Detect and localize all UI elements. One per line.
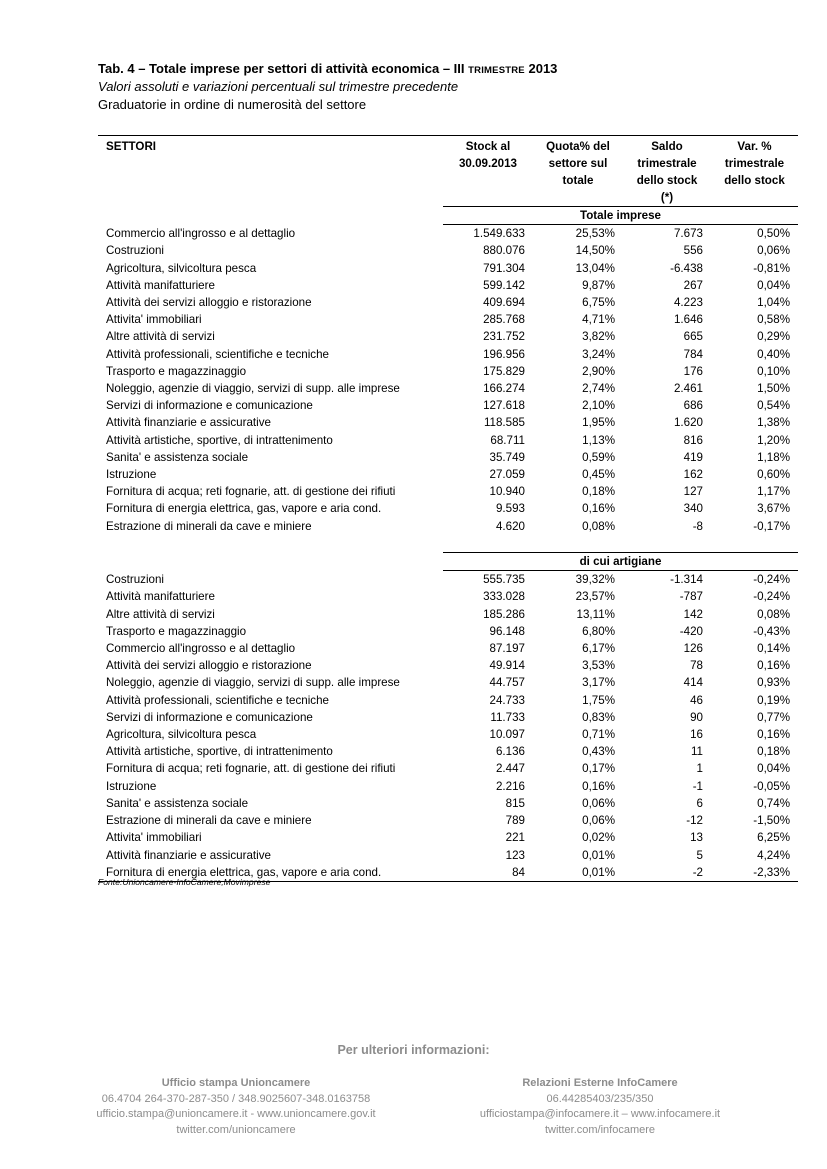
cell-sector: Noleggio, agenzie di viaggio, servizi di supp. alle imprese <box>106 676 400 690</box>
cell-stock: 35.749 <box>489 450 525 464</box>
cell-var: 0,04% <box>757 278 790 292</box>
cell-sector: Trasporto e magazzinaggio <box>106 364 247 378</box>
cell-sector: Attività manifatturiere <box>106 590 215 604</box>
cell-var: 0,60% <box>757 468 790 482</box>
cell-var: -0,24% <box>753 573 790 587</box>
cell-saldo: 13 <box>690 831 703 845</box>
cell-stock: 123 <box>505 848 525 862</box>
cell-var: 0,06% <box>757 244 790 258</box>
cell-sector: Attività artistiche, sportive, di intrattenimento <box>106 433 333 447</box>
cell-stock: 221 <box>505 831 525 845</box>
cell-quota: 3,53% <box>582 659 615 673</box>
col-saldo-line3: dello stock <box>636 174 698 187</box>
spacer-cell <box>533 535 623 553</box>
table-row <box>98 397 798 414</box>
cell-quota: 2,90% <box>582 364 615 378</box>
cell-saldo: 5 <box>696 848 703 862</box>
cell-saldo: 419 <box>683 450 703 464</box>
cell-var: 0,04% <box>757 762 790 776</box>
cell-var: -0,05% <box>753 779 790 793</box>
col-header-sectors <box>98 136 443 207</box>
col-sectors-label: SETTORI <box>106 140 157 153</box>
more-info-heading: Per ulteriori informazioni: <box>337 1043 490 1057</box>
cell-sector: Attività professionali, scientifiche e tecniche <box>106 693 329 707</box>
cell-quota: 23,57% <box>575 590 615 604</box>
cell-var: 0,16% <box>757 659 790 673</box>
table-row <box>98 829 798 846</box>
table-row <box>98 657 798 674</box>
col-quota-line2: settore sul <box>548 157 608 170</box>
col-quota-line3: totale <box>562 174 594 187</box>
table-row <box>98 518 798 535</box>
cell-quota: 6,80% <box>582 624 615 638</box>
table-title <box>98 61 557 76</box>
cell-var: 0,14% <box>757 642 790 656</box>
cell-quota: 0,43% <box>582 745 615 759</box>
cell-var: 0,74% <box>757 796 790 810</box>
cell-sector: Costruzioni <box>106 572 164 586</box>
cell-saldo: -420 <box>679 624 703 638</box>
cell-saldo: -6.438 <box>670 261 703 275</box>
cell-stock: 9.593 <box>495 502 525 516</box>
cell-quota: 0,16% <box>582 502 615 516</box>
cell-quota: 0,02% <box>582 831 615 845</box>
cell-stock: 333.028 <box>483 590 525 604</box>
cell-var: -2,33% <box>711 864 798 882</box>
cell-quota: 0,18% <box>582 485 615 499</box>
cell-saldo: 16 <box>690 728 703 742</box>
cell-sector: Noleggio, agenzie di viaggio, servizi di supp. alle imprese <box>106 382 400 396</box>
table-row <box>98 812 798 829</box>
table-row <box>98 260 798 277</box>
cell-stock: 409.694 <box>483 296 525 310</box>
cell-sector: Istruzione <box>106 779 157 793</box>
cell-sector: Servizi di informazione e comunicazione <box>106 399 313 413</box>
cell-quota: 0,06% <box>582 814 615 828</box>
cell-stock: 166.274 <box>483 382 525 396</box>
cell-quota: 1,75% <box>582 693 615 707</box>
table-row <box>98 483 798 500</box>
spacer-cell <box>98 535 443 553</box>
cell-saldo: 6 <box>696 796 703 810</box>
cell-sector: Altre attività di servizi <box>106 330 215 344</box>
table-row <box>98 346 798 363</box>
cell-stock: 789 <box>505 814 525 828</box>
cell-sector: Attività finanziarie e assicurative <box>106 848 271 862</box>
cell-saldo: 267 <box>683 278 703 292</box>
contact-unioncamere-phones: 06.4704 264-370-287-350 / 348.9025607-348.0163758 <box>101 1092 371 1105</box>
cell-stock: 127.618 <box>483 399 525 413</box>
cell-quota: 0,08% <box>582 519 615 533</box>
cell-quota: 9,87% <box>582 278 615 292</box>
table-row <box>98 606 798 623</box>
cell-saldo: 11 <box>690 745 703 759</box>
col-header-var <box>711 136 798 207</box>
cell-var: 1,38% <box>757 416 790 430</box>
cell-quota: 4,71% <box>582 313 615 327</box>
cell-stock: 6.136 <box>495 745 525 759</box>
group-header-row <box>98 207 798 225</box>
cell-quota: 0,16% <box>582 779 615 793</box>
cell-var: -0,17% <box>753 519 790 533</box>
spacer-cell <box>711 535 798 553</box>
group-header-blank <box>98 553 443 571</box>
cell-saldo: 46 <box>690 693 703 707</box>
cell-saldo: 556 <box>683 244 703 258</box>
cell-quota: 1,13% <box>582 433 615 447</box>
cell-saldo: 686 <box>683 399 703 413</box>
title-main: Tab. 4 – Totale imprese per settori di attività economica – III <box>98 61 465 76</box>
group-header-label: Totale imprese <box>443 207 798 225</box>
cell-var: 0,18% <box>757 745 790 759</box>
cell-var: -1,50% <box>753 814 790 828</box>
cell-var: 1,04% <box>757 296 790 310</box>
contact-unioncamere <box>76 1076 396 1138</box>
table-row <box>98 795 798 812</box>
cell-quota: 1,95% <box>582 416 615 430</box>
table-header-row <box>98 136 798 207</box>
cell-sector: Attività dei servizi alloggio e ristorazione <box>106 659 312 673</box>
col-header-stock <box>443 136 533 207</box>
table-row <box>98 277 798 294</box>
cell-sector: Sanita' e assistenza sociale <box>106 450 249 464</box>
cell-var: 0,16% <box>757 728 790 742</box>
col-header-quota <box>533 136 623 207</box>
cell-saldo: -12 <box>686 814 703 828</box>
cell-saldo: 162 <box>683 468 703 482</box>
cell-quota: 3,82% <box>582 330 615 344</box>
cell-quota: 2,10% <box>582 399 615 413</box>
cell-saldo: -8 <box>692 519 703 533</box>
table-row <box>98 225 798 243</box>
cell-var: 0,19% <box>757 693 790 707</box>
cell-quota: 25,53% <box>575 227 615 241</box>
cell-sector: Fornitura di energia elettrica, gas, vapore e aria cond. <box>106 502 382 516</box>
cell-sector: Estrazione di minerali da cave e miniere <box>106 519 312 533</box>
cell-var: 0,77% <box>757 710 790 724</box>
table-row <box>98 623 798 640</box>
table-row <box>98 760 798 777</box>
cell-stock: 84 <box>443 864 533 882</box>
title-small-caps: TRIMESTRE <box>468 65 525 76</box>
cell-stock: 175.829 <box>483 364 525 378</box>
cell-saldo: 1 <box>696 762 703 776</box>
cell-var: -0,81% <box>753 261 790 275</box>
cell-saldo: 665 <box>683 330 703 344</box>
cell-stock: 791.304 <box>483 261 525 275</box>
cell-saldo: -2 <box>623 864 711 882</box>
cell-sector: Fornitura di acqua; reti fognarie, att. di gestione dei rifiuti <box>106 762 396 776</box>
cell-var: 4,24% <box>757 848 790 862</box>
contact-infocamere-emails[interactable]: ufficiostampa@infocamere.it – www.infocamere.it <box>479 1108 721 1120</box>
cell-quota: 2,74% <box>582 382 615 396</box>
cell-stock: 68.711 <box>490 433 525 447</box>
cell-sector: Attività professionali, scientifiche e tecniche <box>106 347 329 361</box>
table-row <box>98 588 798 605</box>
col-saldo-line1: Saldo <box>651 140 683 153</box>
cell-quota: 0,45% <box>582 468 615 482</box>
col-saldo-line2: trimestrale <box>637 157 697 170</box>
col-saldo-line4: (*) <box>660 191 674 204</box>
cell-sector: Agricoltura, silvicoltura pesca <box>106 728 257 742</box>
cell-stock: 196.956 <box>483 347 525 361</box>
table-row <box>98 778 798 795</box>
cell-quota: 39,32% <box>575 573 615 587</box>
source-note: Fonte:Unioncamere-InfoCamere,Movimprese <box>98 877 271 887</box>
cell-sector: Attività artistiche, sportive, di intrattenimento <box>106 745 333 759</box>
table-row <box>98 432 798 449</box>
cell-stock: 10.940 <box>489 485 525 499</box>
cell-quota: 6,75% <box>582 296 615 310</box>
table-row <box>98 709 798 726</box>
group-header-row <box>98 553 798 571</box>
cell-stock: 44.757 <box>489 676 525 690</box>
cell-quota: 0,01% <box>582 848 615 862</box>
cell-stock: 880.076 <box>483 244 525 258</box>
cell-var: 1,17% <box>757 485 790 499</box>
cell-var: 0,93% <box>757 676 790 690</box>
table-row <box>98 380 798 397</box>
cell-var: 0,10% <box>757 364 790 378</box>
cell-stock: 49.914 <box>489 659 525 673</box>
cell-saldo: 90 <box>690 710 703 724</box>
cell-saldo: 784 <box>683 347 703 361</box>
cell-var: -0,43% <box>753 624 790 638</box>
cell-saldo: 340 <box>683 502 703 516</box>
cell-sector: Trasporto e magazzinaggio <box>106 624 247 638</box>
group-header-label: di cui artigiane <box>443 553 798 571</box>
cell-stock: 231.752 <box>483 330 525 344</box>
cell-quota: 0,59% <box>582 450 615 464</box>
spacer-cell <box>443 535 533 553</box>
cell-stock: 599.142 <box>483 278 525 292</box>
cell-stock: 87.197 <box>489 642 525 656</box>
cell-saldo: 78 <box>690 659 703 673</box>
cell-sector: Servizi di informazione e comunicazione <box>106 710 313 724</box>
cell-stock: 118.585 <box>483 416 525 430</box>
cell-stock: 2.216 <box>495 779 525 793</box>
table-row <box>98 726 798 743</box>
cell-quota: 3,17% <box>582 676 615 690</box>
cell-saldo: 176 <box>683 364 703 378</box>
cell-stock: 555.735 <box>483 573 525 587</box>
cell-var: 0,40% <box>757 347 790 361</box>
contact-infocamere-head: Relazioni Esterne InfoCamere <box>522 1077 678 1089</box>
table-row <box>98 363 798 380</box>
cell-quota: 3,24% <box>582 347 615 361</box>
cell-sector: Attività manifatturiere <box>106 278 215 292</box>
table-row <box>98 414 798 431</box>
cell-sector: Attività finanziarie e assicurative <box>106 416 271 430</box>
spacer-cell <box>623 535 711 553</box>
cell-sector: Commercio all'ingrosso e al dettaglio <box>106 226 296 240</box>
table-row <box>98 847 798 864</box>
cell-quota: 0,83% <box>582 710 615 724</box>
cell-saldo: 1.620 <box>673 416 703 430</box>
cell-var: 1,18% <box>757 450 790 464</box>
cell-var: 0,50% <box>757 227 790 241</box>
table-row <box>98 242 798 259</box>
cell-quota: 13,04% <box>575 261 615 275</box>
cell-stock: 1.549.633 <box>473 227 525 241</box>
col-stock-line2: 30.09.2013 <box>458 157 518 170</box>
cell-saldo: 127 <box>683 485 703 499</box>
cell-quota: 0,01% <box>533 864 623 882</box>
cell-sector: Fornitura di acqua; reti fognarie, att. di gestione dei rifiuti <box>106 485 396 499</box>
cell-saldo: -1.314 <box>670 573 703 587</box>
cell-stock: 815 <box>505 796 525 810</box>
cell-var: 0,29% <box>757 330 790 344</box>
cell-quota: 13,11% <box>576 607 615 621</box>
cell-saldo: -787 <box>679 590 703 604</box>
table-row <box>98 294 798 311</box>
table-row <box>98 674 798 691</box>
col-var-line1: Var. % <box>737 140 772 153</box>
table-row <box>98 640 798 657</box>
cell-var: 0,08% <box>757 607 790 621</box>
table-row <box>98 466 798 483</box>
cell-sector: Altre attività di servizi <box>106 607 215 621</box>
table-body <box>98 207 798 882</box>
cell-quota: 14,50% <box>575 244 615 258</box>
table-row <box>98 500 798 517</box>
cell-stock: 285.768 <box>483 313 525 327</box>
col-stock-line1: Stock al <box>465 140 511 153</box>
cell-stock: 185.286 <box>483 607 525 621</box>
cell-sector: Commercio all'ingrosso e al dettaglio <box>106 642 296 656</box>
group-header-blank <box>98 207 443 225</box>
cell-var: 0,54% <box>757 399 790 413</box>
cell-quota: 0,17% <box>582 762 615 776</box>
table-subtitle: Graduatorie in ordine di numerosità del settore <box>98 97 367 112</box>
cell-stock: 11.733 <box>490 710 525 724</box>
cell-stock: 4.620 <box>495 519 525 533</box>
cell-sector: Istruzione <box>106 468 157 482</box>
cell-saldo: 142 <box>683 607 703 621</box>
cell-var: -0,24% <box>753 590 790 604</box>
col-var-line3: dello stock <box>724 174 785 187</box>
contact-unioncamere-emails[interactable]: ufficio.stampa@unioncamere.it - www.unioncamere.gov.it <box>96 1108 376 1120</box>
cell-sector: Sanita' e assistenza sociale <box>106 796 249 810</box>
contact-unioncamere-head: Ufficio stampa Unioncamere <box>161 1077 311 1089</box>
title-year: 2013 <box>528 61 558 76</box>
table-row <box>98 743 798 760</box>
cell-sector: Estrazione di minerali da cave e miniere <box>106 814 312 828</box>
cell-sector: Attivita' immobiliari <box>106 313 202 327</box>
cell-saldo: 414 <box>683 676 703 690</box>
cell-saldo: 4.223 <box>673 296 703 310</box>
contact-infocamere-social[interactable]: twitter.com/infocamere <box>544 1123 656 1136</box>
cell-var: 3,67% <box>757 502 790 516</box>
cell-var: 1,50% <box>757 382 790 396</box>
cell-stock: 2.447 <box>495 762 525 776</box>
cell-var: 1,20% <box>757 433 790 447</box>
table-row <box>98 449 798 466</box>
cell-var: 0,58% <box>757 313 790 327</box>
contact-unioncamere-social[interactable]: twitter.com/unioncamere <box>176 1123 296 1136</box>
table-row <box>98 328 798 345</box>
cell-quota: 6,17% <box>582 642 615 656</box>
cell-sector: Attività dei servizi alloggio e ristorazione <box>106 296 312 310</box>
cell-quota: 0,71% <box>582 728 615 742</box>
sectors-table <box>98 135 798 882</box>
cell-var: 6,25% <box>757 831 790 845</box>
cell-stock: 96.148 <box>489 624 525 638</box>
col-quota-line1: Quota% del <box>546 140 610 153</box>
table-row <box>98 571 798 589</box>
contact-infocamere <box>440 1076 760 1138</box>
cell-saldo: 7.673 <box>673 227 703 241</box>
table-subtitle-italic: Valori assoluti e variazioni percentuali sul trimestre precedente <box>98 79 459 94</box>
col-header-saldo <box>623 136 711 207</box>
cell-saldo: 1.646 <box>673 313 703 327</box>
cell-quota: 0,06% <box>582 796 615 810</box>
table-row <box>98 692 798 709</box>
cell-stock: 27.059 <box>489 468 525 482</box>
spacer-row <box>98 535 798 553</box>
cell-sector: Costruzioni <box>106 244 164 258</box>
table-row <box>98 311 798 328</box>
cell-sector: Agricoltura, silvicoltura pesca <box>106 261 257 275</box>
cell-saldo: 816 <box>683 433 703 447</box>
cell-saldo: -1 <box>692 779 703 793</box>
cell-sector: Fornitura di energia elettrica, gas, vapore e aria cond. <box>98 864 443 882</box>
cell-sector: Attivita' immobiliari <box>106 831 202 845</box>
cell-stock: 24.733 <box>489 693 525 707</box>
cell-saldo: 126 <box>683 642 703 656</box>
col-var-line2: trimestrale <box>724 157 785 170</box>
contact-infocamere-phones: 06.44285403/235/350 <box>546 1092 654 1105</box>
cell-saldo: 2.461 <box>673 382 703 396</box>
cell-stock: 10.097 <box>489 728 525 742</box>
